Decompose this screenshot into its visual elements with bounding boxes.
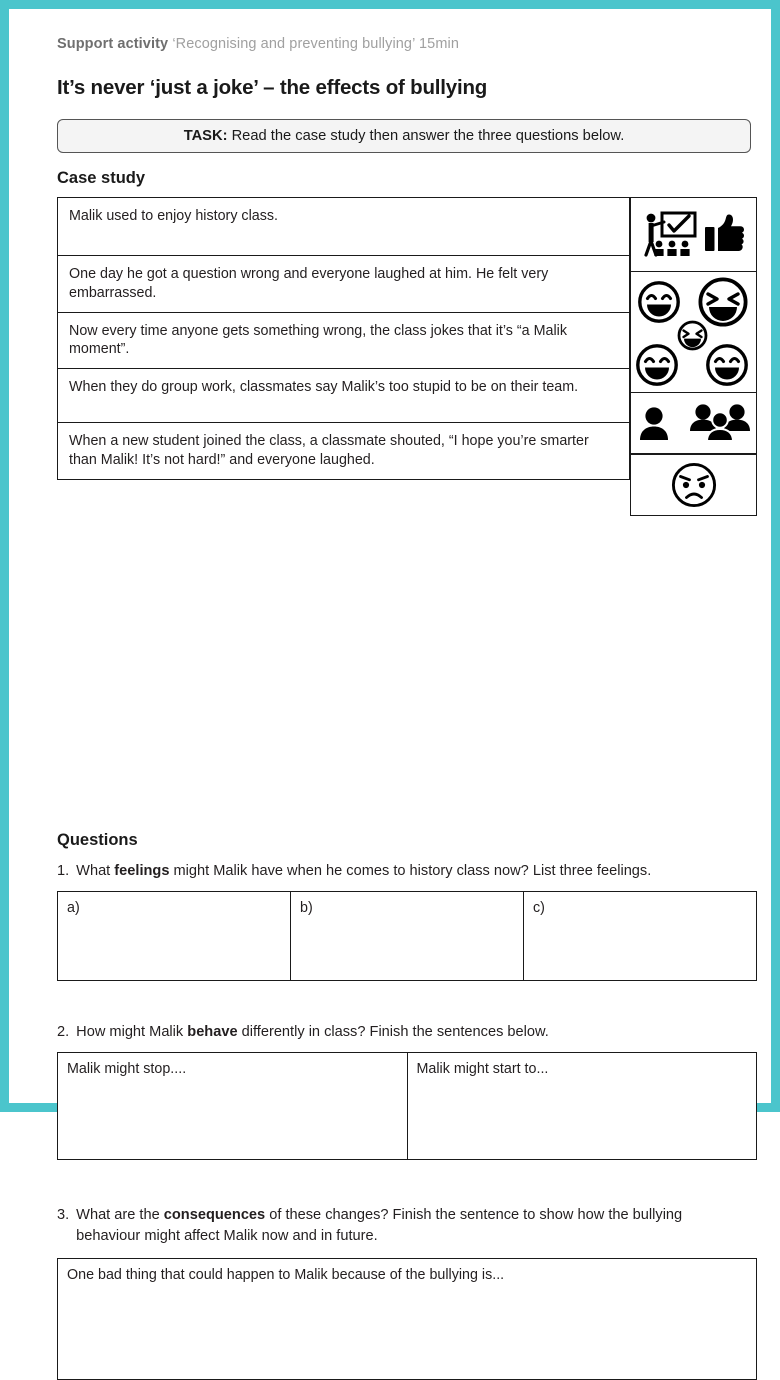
question-3-keyword: consequences xyxy=(163,1207,266,1224)
question-2-keyword: behave xyxy=(187,1023,238,1040)
case-row-text: When they do group work, classmates say Malik’s too stupid to be on their team. xyxy=(58,369,630,423)
table-row xyxy=(58,891,757,980)
kicker-label: Support activity xyxy=(57,36,169,52)
question-2 xyxy=(57,1022,739,1043)
question-1-text-b: might Malik have when he comes to history class now? List three feelings. xyxy=(169,863,652,879)
table-row xyxy=(58,197,630,255)
kicker-detail: ‘Recognising and preventing bullying’ 15min xyxy=(172,36,460,52)
teacher-whiteboard-icon xyxy=(642,211,698,257)
answer-box-consequence[interactable]: One bad thing that could happen to Malik because of the bullying is... xyxy=(58,1258,757,1379)
case-row-text: Now every time anyone gets something wrong, the class jokes that it’s “a Malik moment”. xyxy=(58,312,630,369)
case-row-text: When a new student joined the class, a classmate shouted, “I hope you’re smarter than Malik! It’s not hard!” and everyone laughed. xyxy=(58,423,630,480)
icon-cell-laughing-faces xyxy=(630,271,757,393)
question-3 xyxy=(57,1205,739,1246)
answer-box-stop[interactable]: Malik might stop.... xyxy=(58,1053,408,1160)
worksheet-content xyxy=(9,9,771,1380)
case-row-text: One day he got a question wrong and everyone laughed at him. He felt very embarrassed. xyxy=(58,255,630,312)
laughing-faces-group xyxy=(635,276,753,388)
question-1 xyxy=(57,861,739,882)
question-1-answer-table[interactable] xyxy=(57,891,757,981)
questions-heading: Questions xyxy=(57,831,138,849)
table-row xyxy=(58,1053,757,1160)
question-2-text-a: How might Malik xyxy=(76,1023,188,1040)
case-study-text-column xyxy=(57,197,630,480)
table-row xyxy=(58,369,630,423)
angry-sad-face-icon xyxy=(670,461,718,509)
task-banner xyxy=(57,119,751,153)
small-laughing-face-icon xyxy=(677,320,708,351)
case-study-heading: Case study xyxy=(57,168,146,187)
answer-box-start[interactable]: Malik might start to... xyxy=(407,1053,757,1160)
task-text: Read the case study then answer the three questions below. xyxy=(231,127,625,144)
question-3-text-a: What are the xyxy=(76,1207,164,1224)
case-row-text: Malik used to enjoy history class. xyxy=(58,197,630,255)
laughing-face-icon xyxy=(637,280,681,324)
page-title: It’s never ‘just a joke’ – the effects of bullying xyxy=(57,75,488,99)
question-2-text-b: differently in class? Finish the sentences below. xyxy=(237,1023,549,1040)
laughing-face-icon xyxy=(635,343,679,387)
activity-kicker xyxy=(57,35,739,54)
group-of-people-icon xyxy=(688,403,752,443)
question-2-answer-table[interactable] xyxy=(57,1052,757,1160)
laughing-face-icon xyxy=(705,343,749,387)
question-3-answer-table[interactable] xyxy=(57,1258,757,1380)
question-1-keyword: feelings xyxy=(114,863,170,879)
table-row xyxy=(58,423,630,480)
case-study-table xyxy=(57,197,757,480)
task-label: TASK: xyxy=(183,127,228,144)
single-person-icon xyxy=(638,405,670,441)
thumbs-up-icon xyxy=(703,213,745,255)
table-row xyxy=(58,1258,757,1379)
question-2-number: 2. xyxy=(57,1023,70,1040)
icon-cell-group-exclusion xyxy=(630,392,757,454)
question-3-text-b: of these changes? Finish the sentence to show how the bullying behaviour might affect Malik now and in future. xyxy=(76,1207,683,1245)
answer-box-b[interactable]: b) xyxy=(291,891,524,980)
table-row xyxy=(58,255,630,312)
answer-box-c[interactable]: c) xyxy=(524,891,757,980)
answer-box-a[interactable]: a) xyxy=(58,891,291,980)
table-row xyxy=(58,312,630,369)
icon-cell-sad-face xyxy=(630,454,757,516)
icon-cell-classroom xyxy=(630,197,757,272)
question-1-text-a: What xyxy=(76,863,115,879)
question-3-number: 3. xyxy=(57,1207,70,1224)
case-table-spacer xyxy=(47,480,739,801)
question-1-number: 1. xyxy=(57,863,70,879)
